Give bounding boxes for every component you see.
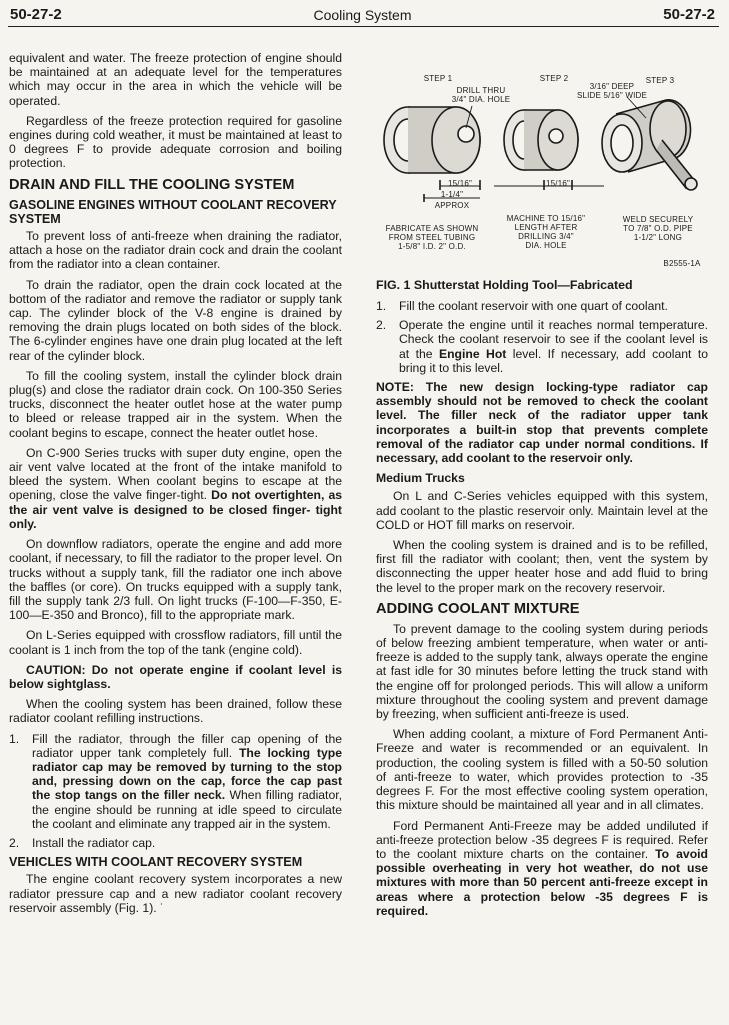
paragraph: equivalent and water. The freeze protection of engine should be maintained at an adequate level for the temperatures which may occur in the area in which the vehicle will be operated. xyxy=(9,51,342,108)
right-column xyxy=(376,299,708,924)
heading-medium-trucks: Medium Trucks xyxy=(376,471,465,486)
note: NOTE: The new design locking-type radiator cap assembly should not be removed to check the coolant level. The filler neck of the radiator upper tank incorporates a built-in stop that prevents complete removal of the radiator cap under normal conditions. If necessary, add coolant to the reservoir only. xyxy=(376,380,708,466)
list-item xyxy=(9,836,342,850)
text-span: Fill the coolant reservoir with one quart of coolant. xyxy=(399,299,668,313)
paragraph: On downflow radiators, operate the engine and add more coolant, if necessary, to fill the radiator to the proper level. On trucks without a supply tank, fill the radiator one inch above the baffles (or core). On trucks equipped with a supply tank, fill the supply tank 2/3 full. On light trucks (F-100—F-350, E-100—E-350 and Bronco), fill to the appropriate mark. xyxy=(9,537,342,623)
paragraph: Regardless of the freeze protection required for gasoline engines during cold weather, it must be maintained at least to 0 degrees F to provide adequate corrosion and boiling protection. xyxy=(9,113,342,171)
left-column xyxy=(9,51,342,921)
label-step1: STEP 1 xyxy=(423,74,453,83)
text-span: level. If necessary, add coolant to bring it to this level. xyxy=(399,346,709,375)
paragraph: On L-Series equipped with crossflow radiators, fill until the coolant is 1 inch from the top of the tank (engine cold). xyxy=(9,628,342,657)
figure-code: B2555-1A xyxy=(663,259,701,268)
label-dim-1-1-4: 1-1/4" xyxy=(440,190,464,199)
page-number-right: 50-27-2 xyxy=(663,6,715,23)
label-step3: STEP 3 xyxy=(645,76,675,85)
label-fabricate: FABRICATE AS SHOWN FROM STEEL TUBING 1-5/8" I.D. 2" O.D. xyxy=(385,224,479,251)
paragraph xyxy=(9,446,342,531)
label-weld: WELD SECURELY TO 7/8" O.D. PIPE 1-1/2" LONG xyxy=(622,215,694,242)
text-span: Install the radiator cap. xyxy=(32,835,156,850)
header-rule xyxy=(8,26,719,27)
paragraph: When adding coolant, a mixture of Ford Permanent Anti-Freeze and water is recommended or an equivalent. In production, the cooling system is filled with a 50-50 solution of anti-freeze to water, which provides protection to -35 degrees F. For the most effective cooling system operation, this mixture should be maintained all year and in all climates. xyxy=(376,727,708,813)
paragraph: When the cooling system has been drained, follow these radiator coolant refilling instructions. xyxy=(9,697,342,726)
caution-note: CAUTION: Do not operate engine if coolant level is below sightglass. xyxy=(9,662,342,691)
text-span: On C-900 Series trucks with super duty engine, open the air vent valve located at the front of the intake manifold to bleed the system. When coolant begins to escape at the opening, close the valve finger-tight. xyxy=(9,445,342,503)
list-item xyxy=(9,732,342,831)
page-number-left: 50-27-2 xyxy=(10,6,62,23)
label-drill: DRILL THRU 3/4" DIA. HOLE xyxy=(451,86,511,104)
text-span: Fill the radiator, through the filler cap opening of the radiator upper tank completely full. xyxy=(32,731,342,760)
list-number: 1. xyxy=(9,731,20,746)
list-item xyxy=(376,299,708,313)
text-span: When filling radiator, the engine should be running at idle speed to circulate the coolant and eliminate any trapped air in the system. xyxy=(32,788,342,831)
label-step2: STEP 2 xyxy=(539,74,569,83)
heading-adding-coolant: ADDING COOLANT MIXTURE xyxy=(376,600,580,617)
label-dim-15-16: 15/16" xyxy=(447,179,473,188)
list-number: 2. xyxy=(376,318,387,333)
figure-shutterstat-tool xyxy=(376,62,708,273)
bold-warning: To avoid possible overheating in very hot weather, do not use mixtures with more than 50 percent anti-freeze except in areas where a protection below -35 degrees F is required. xyxy=(376,846,708,918)
paragraph: To prevent loss of anti-freeze when draining the radiator, attach a hose on the radiator drain cock and drain the coolant from the radiator into a clean container. xyxy=(9,229,342,272)
heading-drain-fill: DRAIN AND FILL THE COOLING SYSTEM xyxy=(9,176,295,193)
label-machine: MACHINE TO 15/16" LENGTH AFTER DRILLING 3/4" DIA. HOLE xyxy=(506,214,586,250)
label-slide: 3/16" DEEP SLIDE 5/16" WIDE xyxy=(576,82,648,100)
heading-recovery-system: VEHICLES WITH COOLANT RECOVERY SYSTEM xyxy=(9,855,303,870)
paragraph: To prevent damage to the cooling system during periods of below freezing ambient temperature, when water or anti-freeze is added to the supply tank, always operate the engine at fast idle for 30 minutes before letting the truck stand with the engine off for prolonged periods. This will allow a uniform mixture throughout the cooling system and prevent damage by freezing, when sufficient anti-freeze is used. xyxy=(376,621,708,722)
text-span: Ford Permanent Anti-Freeze may be added undiluted if anti-freeze protection below -35 degrees F is required. Refer to the coolant mixture charts on the container. xyxy=(376,818,708,861)
list-item xyxy=(376,318,708,375)
paragraph: When the cooling system is drained and is to be refilled, first fill the radiator with coolant; then, vent the system by disconnecting the upper heater hose and add fluid to bring the level to the proper mark on the recovery reservoir. xyxy=(376,538,708,595)
section-title: Cooling System xyxy=(313,7,412,23)
text-span: Operate the engine until it reaches normal temperature. Check the coolant reservoir to see if the coolant level is at the xyxy=(399,318,708,361)
label-approx: APPROX xyxy=(434,201,470,210)
bold-instruction: The locking type radiator cap may be removed by turning to the stop and, pressing down on the cap, force the cap past the stop tangs on the filler neck. xyxy=(32,745,342,803)
figure-caption: FIG. 1 Shutterstat Holding Tool—Fabricated xyxy=(376,278,633,292)
list-number: 2. xyxy=(9,835,20,850)
paragraph: To fill the cooling system, install the cylinder block drain plug(s) and close the radiator drain cock. On 100-350 Series trucks, disconnect the heater outlet hose at the water pump to bleed or release trapped air in the system. When the coolant begins to escape, connect the heater outlet hose. xyxy=(9,368,342,440)
list-number: 1. xyxy=(376,299,387,313)
bold-term: Engine Hot xyxy=(438,346,507,361)
paragraph xyxy=(376,819,708,918)
paragraph: On L and C-Series vehicles equipped with this system, add coolant to the plastic reservoir only. Maintain level at the COLD or HOT fill marks on reservoir. xyxy=(376,489,708,532)
heading-gasoline-engines: GASOLINE ENGINES WITHOUT COOLANT RECOVERY SYSTEM xyxy=(9,197,337,226)
paragraph: To drain the radiator, open the drain cock located at the bottom of the radiator and remove the radiator or supply tank cap. The cylinder block of the V-8 engine is drained by removing the drain plugs located on both sides of the block. The 6-cylinder engines have one drain plug located at the left rear of the cylinder block. xyxy=(9,277,342,363)
label-dim-15-16-b: 15/16" xyxy=(545,179,571,188)
paragraph: The engine coolant recovery system incorporates a new radiator pressure cap and a new radiator coolant recovery reservoir assembly (Fig. 1). ˙ xyxy=(9,872,342,915)
bold-warning: Do not overtighten, as the air vent valve is designed to be closed finger- tight only. xyxy=(9,488,343,531)
page-header xyxy=(10,4,715,26)
